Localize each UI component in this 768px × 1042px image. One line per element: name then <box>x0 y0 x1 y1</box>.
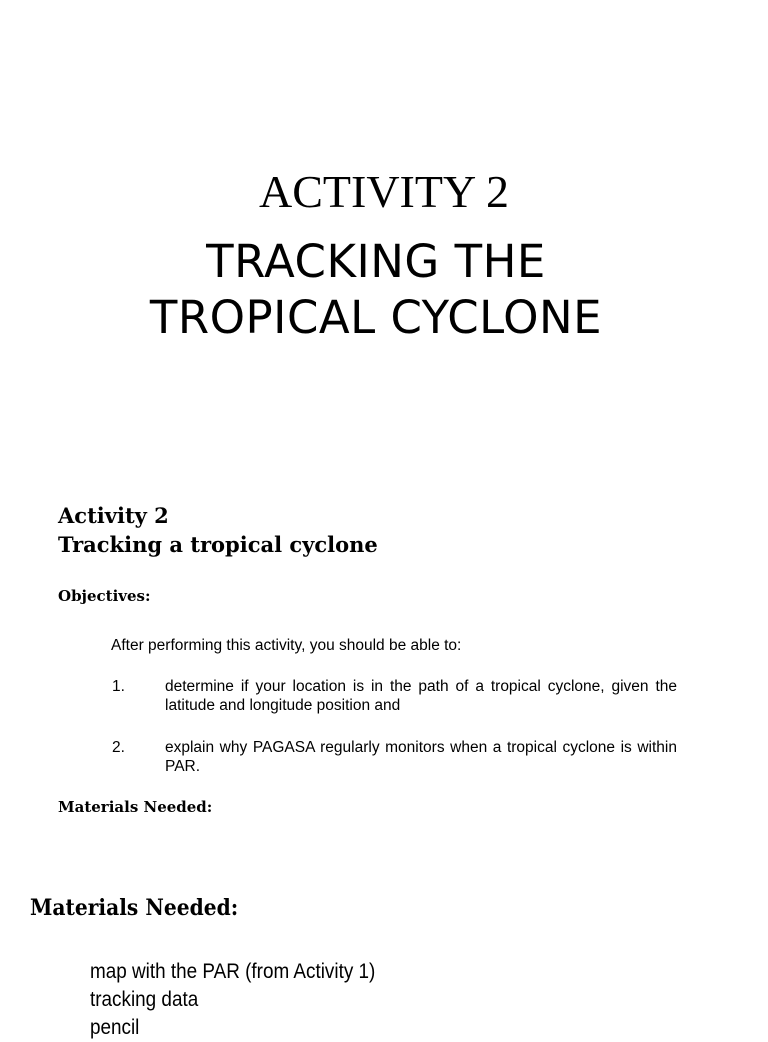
objective-text-2: explain why PAGASA regularly monitors when a tropical cyclone is within PAR. <box>165 739 677 775</box>
slide-title-line-1: TRACKING THE <box>206 235 546 288</box>
slide-title-line-2: TROPICAL CYCLONE <box>149 291 603 344</box>
materials-list <box>90 958 375 1042</box>
objectives-label: Objectives: <box>58 587 151 605</box>
material-item-map: map with the PAR (from Activity 1) <box>90 960 376 983</box>
slide-title-activity: ACTIVITY 2 <box>259 166 509 217</box>
materials-heading: Materials Needed: <box>30 895 239 921</box>
objective-text-1: determine if your location is in the path of a tropical cyclone, given the latitude and longitude position and <box>165 678 677 714</box>
objective-number-1: 1. <box>112 678 125 695</box>
document-heading-title: Tracking a tropical cyclone <box>58 532 378 557</box>
material-item-tracking-data: tracking data <box>90 988 199 1011</box>
slide-title-main <box>0 234 752 346</box>
objective-number-2: 2. <box>112 739 125 756</box>
document-heading-activity: Activity 2 <box>58 503 169 528</box>
document-materials-label: Materials Needed: <box>58 798 213 816</box>
objectives-intro: After performing this activity, you should be able to: <box>111 637 462 654</box>
material-item-pencil: pencil <box>90 1016 140 1039</box>
